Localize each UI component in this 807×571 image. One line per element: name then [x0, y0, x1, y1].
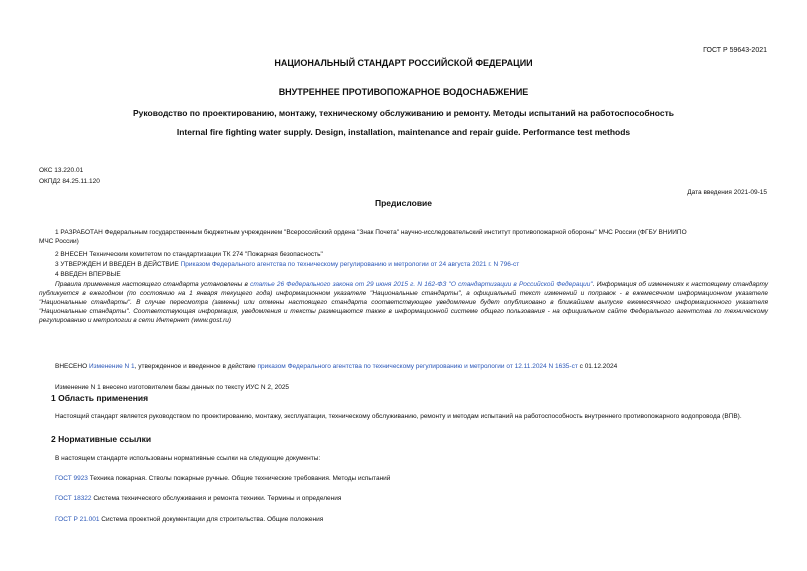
document-subtitle: Руководство по проектированию, монтажу, техническому обслуживанию и ремонту. Методы испытаний на работоспособность — [133, 108, 674, 118]
reference-code-link[interactable]: ГОСТ Р 21.001 — [55, 516, 100, 523]
rules-text-a: Правила применения настоящего стандарта установлены в — [55, 281, 251, 288]
preface-item-4: 4 ВВЕДЕН ВПЕРВЫЕ — [55, 271, 121, 278]
rules-text-b: . Информация об изменениях к настоящему стандарту публикуется в ежегодном (по состоянию на 1 января текущего года) информационном указателе "Национальные стандарты", а официальный текст изменений и поправок - в ежемесячном информационном указателе "Национальные стандарты". В случае пересмотра (замены) или отмены настоящего стандарта соответствующее уведомление будет опубликовано в ближайшем выпуске ежемесячного информационного указателя "Национальные стандарты". Соответствующая информация, уведомления и тексты размещаются также в информационной системе общего пользования - на официальном сайте Федерального агентства по техническому регулированию и метрологии в сети Интернет (www.gost.ru) — [39, 281, 768, 324]
preface-item-1: 1 РАЗРАБОТАН Федеральным государственным бюджетным учреждением "Всероссийский ордена "Знак Почета" научно-исследовательский институт противопожарной обороны" МЧС России (ФГБУ ВНИИПО — [55, 229, 687, 236]
section-2-title: 2 Нормативные ссылки — [51, 434, 152, 444]
preface-item-2: 2 ВНЕСЕН Техническим комитетом по стандартизации ТК 274 "Пожарная безопасность" — [55, 251, 323, 258]
section-1-body: Настоящий стандарт является руководством по проектированию, монтажу, эксплуатации, техническому обслуживанию, ремонту и методам испытаний на работоспособность внутреннего противопожарного водопровода (ВПВ). — [55, 413, 742, 420]
federal-law-link[interactable]: статье 26 Федерального закона от 29 июня 2015 г. N 162-ФЗ "О стандартизации в Российской Федерации" — [250, 281, 593, 288]
amendment-note: Изменение N 1 внесено изготовителем базы данных по тексту ИУС N 2, 2025 — [55, 384, 290, 391]
section-1-text — [39, 412, 768, 421]
document-title: ВНУТРЕННЕЕ ПРОТИВОПОЖАРНОЕ ВОДОСНАБЖЕНИЕ — [278, 87, 529, 97]
amendment-text-c: с 01.12.2024 — [577, 363, 618, 370]
preface-item-1-cont: МЧС России) — [39, 238, 79, 245]
reference-title: Система проектной документации для строительства. Общие положения — [99, 516, 324, 523]
preface-title: Предисловие — [374, 198, 433, 208]
reference-item — [55, 474, 390, 483]
amendment-text-a: ВНЕСЕНО — [55, 363, 89, 370]
section-1-title: 1 Область применения — [51, 393, 149, 403]
amendment-line — [55, 362, 617, 371]
reference-item — [55, 494, 341, 503]
document-title-english: Internal fire fighting water supply. Design, installation, maintenance and repair guide. Performance test methods — [176, 127, 631, 137]
preface-item-3 — [55, 260, 519, 269]
approval-order-link[interactable]: Приказом Федерального агентства по техническому регулированию и метрологии от 24 августа 2021 г. N 796-ст — [180, 261, 520, 268]
document-code: ГОСТ Р 59643-2021 — [703, 47, 767, 54]
amendment-1-link[interactable]: Изменение N 1 — [88, 363, 135, 370]
preface-rules-paragraph — [39, 280, 768, 325]
reference-title: Техника пожарная. Стволы пожарные ручные. Общие технические требования. Методы испытаний — [87, 475, 391, 482]
amendment-order-link[interactable]: приказом Федерального агентства по техническому регулированию и метрологии от 12.11.2024 N 1635-ст — [257, 363, 578, 370]
national-standard-heading: НАЦИОНАЛЬНЫЙ СТАНДАРТ РОССИЙСКОЙ ФЕДЕРАЦИИ — [274, 58, 533, 68]
reference-code-link[interactable]: ГОСТ 18322 — [55, 495, 92, 502]
reference-item — [55, 515, 323, 524]
okpd-code: ОКПД2 84.25.11.120 — [39, 178, 100, 185]
section-2-intro: В настоящем стандарте использованы нормативные ссылки на следующие документы: — [55, 455, 321, 462]
oks-code: ОКС 13.220.01 — [39, 167, 84, 174]
intro-date: Дата введения 2021-09-15 — [687, 189, 767, 196]
amendment-text-b: , утвержденное и введенное в действие — [134, 363, 258, 370]
preface-item-3-text: 3 УТВЕРЖДЕН И ВВЕДЕН В ДЕЙСТВИЕ — [55, 261, 181, 268]
reference-title: Система технического обслуживания и ремонта техники. Термины и определения — [91, 495, 342, 502]
reference-code-link[interactable]: ГОСТ 9923 — [55, 475, 88, 482]
